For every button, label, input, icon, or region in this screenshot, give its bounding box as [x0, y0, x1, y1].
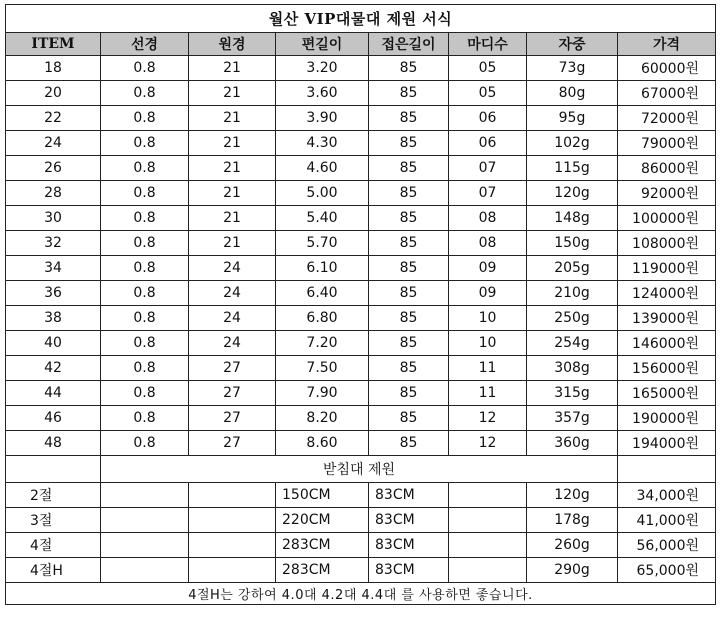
stand-cell-weight: 120g [527, 483, 618, 508]
cell-length: 7.20 [276, 331, 369, 356]
header-row [6, 33, 716, 56]
cell-butt-diameter: 27 [189, 381, 276, 406]
cell-sections: 06 [449, 131, 527, 156]
cell-item: 32 [6, 231, 101, 256]
cell-butt-diameter: 21 [189, 181, 276, 206]
stand-title-row [6, 456, 716, 483]
cell-sections: 09 [449, 256, 527, 281]
cell-price: 100000원 [618, 206, 716, 231]
table-row [6, 56, 716, 81]
cell-price: 156000원 [618, 356, 716, 381]
cell-folded-length: 85 [369, 106, 449, 131]
cell-tip-diameter: 0.8 [101, 431, 189, 456]
cell-folded-length: 85 [369, 431, 449, 456]
cell-folded-length: 85 [369, 256, 449, 281]
cell-weight: 210g [527, 281, 618, 306]
cell-price: 165000원 [618, 381, 716, 406]
cell-butt-diameter: 27 [189, 356, 276, 381]
table-row [6, 281, 716, 306]
cell-tip-diameter: 0.8 [101, 381, 189, 406]
cell-price: 60000원 [618, 56, 716, 81]
cell-tip-diameter: 0.8 [101, 231, 189, 256]
header-length: 편길이 [276, 33, 369, 56]
cell-folded-length: 85 [369, 281, 449, 306]
stand-cell-price: 56,000원 [618, 533, 716, 558]
cell-folded-length: 85 [369, 406, 449, 431]
cell-sections: 08 [449, 206, 527, 231]
cell-sections: 09 [449, 281, 527, 306]
table-row [6, 381, 716, 406]
cell-price: 124000원 [618, 281, 716, 306]
cell-tip-diameter: 0.8 [101, 406, 189, 431]
cell-tip-diameter: 0.8 [101, 131, 189, 156]
table-row [6, 156, 716, 181]
stand-cell-folded-length: 83CM [369, 508, 449, 533]
sheet-title: 월산 VIP대물대 제원 서식 [6, 5, 716, 33]
cell-folded-length: 85 [369, 381, 449, 406]
cell-weight: 360g [527, 431, 618, 456]
header-price: 가격 [618, 33, 716, 56]
cell-sections: 07 [449, 156, 527, 181]
cell-tip-diameter: 0.8 [101, 256, 189, 281]
cell-length: 8.20 [276, 406, 369, 431]
cell-price: 72000원 [618, 106, 716, 131]
stand-cell-length: 220CM [276, 508, 369, 533]
stand-cell-item: 2절 [6, 483, 101, 508]
stand-cell-weight: 260g [527, 533, 618, 558]
cell-sections: 08 [449, 231, 527, 256]
cell-butt-diameter: 21 [189, 156, 276, 181]
stand-cell-price: 41,000원 [618, 508, 716, 533]
cell-price: 146000원 [618, 331, 716, 356]
table-row [6, 131, 716, 156]
cell-item: 30 [6, 206, 101, 231]
cell-folded-length: 85 [369, 306, 449, 331]
cell-blank [618, 456, 716, 483]
spec-sheet [5, 4, 715, 605]
stand-row [6, 558, 716, 583]
cell-butt-diameter: 27 [189, 431, 276, 456]
cell-length: 5.40 [276, 206, 369, 231]
cell-length: 7.50 [276, 356, 369, 381]
stand-cell-tip-diameter [101, 558, 189, 583]
cell-length: 3.20 [276, 56, 369, 81]
cell-sections: 10 [449, 306, 527, 331]
cell-length: 7.90 [276, 381, 369, 406]
cell-price: 86000원 [618, 156, 716, 181]
cell-price: 194000원 [618, 431, 716, 456]
stand-cell-folded-length: 83CM [369, 483, 449, 508]
stand-cell-sections [449, 533, 527, 558]
cell-length: 8.60 [276, 431, 369, 456]
cell-sections: 10 [449, 331, 527, 356]
table-row [6, 331, 716, 356]
cell-price: 67000원 [618, 81, 716, 106]
cell-weight: 148g [527, 206, 618, 231]
header-sections: 마디수 [449, 33, 527, 56]
cell-sections: 05 [449, 81, 527, 106]
stand-row [6, 508, 716, 533]
cell-item: 18 [6, 56, 101, 81]
cell-item: 38 [6, 306, 101, 331]
cell-sections: 05 [449, 56, 527, 81]
cell-tip-diameter: 0.8 [101, 306, 189, 331]
cell-length: 3.90 [276, 106, 369, 131]
stand-cell-length: 283CM [276, 533, 369, 558]
stand-row [6, 533, 716, 558]
cell-item: 46 [6, 406, 101, 431]
cell-weight: 308g [527, 356, 618, 381]
cell-item: 22 [6, 106, 101, 131]
cell-folded-length: 85 [369, 81, 449, 106]
cell-folded-length: 85 [369, 56, 449, 81]
cell-tip-diameter: 0.8 [101, 181, 189, 206]
table-row [6, 81, 716, 106]
stand-cell-sections [449, 483, 527, 508]
cell-weight: 73g [527, 56, 618, 81]
cell-butt-diameter: 21 [189, 131, 276, 156]
cell-sections: 11 [449, 381, 527, 406]
table-row [6, 181, 716, 206]
cell-weight: 120g [527, 181, 618, 206]
stand-cell-item: 4절 [6, 533, 101, 558]
table-row [6, 406, 716, 431]
cell-tip-diameter: 0.8 [101, 206, 189, 231]
cell-length: 4.30 [276, 131, 369, 156]
cell-length: 5.00 [276, 181, 369, 206]
cell-price: 190000원 [618, 406, 716, 431]
cell-price: 108000원 [618, 231, 716, 256]
stand-cell-folded-length: 83CM [369, 533, 449, 558]
cell-price: 92000원 [618, 181, 716, 206]
footer-note: 4절H는 강하여 4.0대 4.2대 4.4대 를 사용하면 좋습니다. [6, 583, 716, 605]
table-row [6, 431, 716, 456]
cell-weight: 95g [527, 106, 618, 131]
cell-length: 6.10 [276, 256, 369, 281]
stand-section-title: 받침대 제원 [101, 456, 618, 483]
cell-folded-length: 85 [369, 181, 449, 206]
cell-blank [6, 456, 101, 483]
cell-sections: 06 [449, 106, 527, 131]
header-weight: 자중 [527, 33, 618, 56]
cell-butt-diameter: 24 [189, 281, 276, 306]
cell-length: 5.70 [276, 231, 369, 256]
stand-cell-tip-diameter [101, 508, 189, 533]
cell-weight: 205g [527, 256, 618, 281]
spec-table [5, 4, 716, 605]
cell-tip-diameter: 0.8 [101, 356, 189, 381]
stand-cell-sections [449, 558, 527, 583]
cell-weight: 80g [527, 81, 618, 106]
stand-cell-butt-diameter [189, 533, 276, 558]
cell-folded-length: 85 [369, 156, 449, 181]
cell-weight: 254g [527, 331, 618, 356]
stand-cell-item: 3절 [6, 508, 101, 533]
cell-butt-diameter: 21 [189, 56, 276, 81]
cell-item: 36 [6, 281, 101, 306]
stand-cell-weight: 290g [527, 558, 618, 583]
cell-item: 42 [6, 356, 101, 381]
cell-item: 34 [6, 256, 101, 281]
cell-butt-diameter: 27 [189, 406, 276, 431]
stand-cell-item: 4절H [6, 558, 101, 583]
cell-price: 139000원 [618, 306, 716, 331]
cell-butt-diameter: 24 [189, 256, 276, 281]
stand-cell-butt-diameter [189, 508, 276, 533]
title-row [6, 5, 716, 33]
stand-cell-price: 65,000원 [618, 558, 716, 583]
cell-length: 3.60 [276, 81, 369, 106]
cell-weight: 102g [527, 131, 618, 156]
cell-butt-diameter: 24 [189, 306, 276, 331]
stand-cell-length: 283CM [276, 558, 369, 583]
header-item: ITEM [6, 33, 101, 56]
cell-tip-diameter: 0.8 [101, 81, 189, 106]
stand-cell-tip-diameter [101, 533, 189, 558]
cell-item: 44 [6, 381, 101, 406]
cell-item: 20 [6, 81, 101, 106]
cell-length: 4.60 [276, 156, 369, 181]
cell-item: 26 [6, 156, 101, 181]
table-row [6, 106, 716, 131]
cell-folded-length: 85 [369, 131, 449, 156]
stand-cell-weight: 178g [527, 508, 618, 533]
table-row [6, 256, 716, 281]
table-row [6, 231, 716, 256]
cell-length: 6.80 [276, 306, 369, 331]
header-tip-diameter: 선경 [101, 33, 189, 56]
stand-cell-butt-diameter [189, 558, 276, 583]
cell-tip-diameter: 0.8 [101, 281, 189, 306]
stand-row [6, 483, 716, 508]
cell-price: 79000원 [618, 131, 716, 156]
table-row [6, 306, 716, 331]
header-folded-length: 접은길이 [369, 33, 449, 56]
cell-tip-diameter: 0.8 [101, 331, 189, 356]
header-butt-diameter: 원경 [189, 33, 276, 56]
cell-item: 28 [6, 181, 101, 206]
cell-item: 24 [6, 131, 101, 156]
stand-cell-tip-diameter [101, 483, 189, 508]
cell-sections: 11 [449, 356, 527, 381]
cell-item: 48 [6, 431, 101, 456]
cell-tip-diameter: 0.8 [101, 156, 189, 181]
stand-cell-sections [449, 508, 527, 533]
cell-butt-diameter: 21 [189, 206, 276, 231]
cell-length: 6.40 [276, 281, 369, 306]
cell-price: 119000원 [618, 256, 716, 281]
cell-tip-diameter: 0.8 [101, 106, 189, 131]
cell-folded-length: 85 [369, 331, 449, 356]
table-row [6, 206, 716, 231]
cell-weight: 250g [527, 306, 618, 331]
cell-sections: 12 [449, 431, 527, 456]
cell-folded-length: 85 [369, 356, 449, 381]
cell-weight: 357g [527, 406, 618, 431]
cell-folded-length: 85 [369, 231, 449, 256]
cell-butt-diameter: 21 [189, 106, 276, 131]
stand-cell-price: 34,000원 [618, 483, 716, 508]
footer-row [6, 583, 716, 605]
cell-tip-diameter: 0.8 [101, 56, 189, 81]
cell-weight: 150g [527, 231, 618, 256]
cell-sections: 12 [449, 406, 527, 431]
cell-item: 40 [6, 331, 101, 356]
cell-folded-length: 85 [369, 206, 449, 231]
cell-butt-diameter: 21 [189, 231, 276, 256]
stand-cell-butt-diameter [189, 483, 276, 508]
stand-cell-folded-length: 83CM [369, 558, 449, 583]
cell-butt-diameter: 24 [189, 331, 276, 356]
cell-butt-diameter: 21 [189, 81, 276, 106]
table-row [6, 356, 716, 381]
cell-weight: 315g [527, 381, 618, 406]
cell-weight: 115g [527, 156, 618, 181]
cell-sections: 07 [449, 181, 527, 206]
stand-cell-length: 150CM [276, 483, 369, 508]
